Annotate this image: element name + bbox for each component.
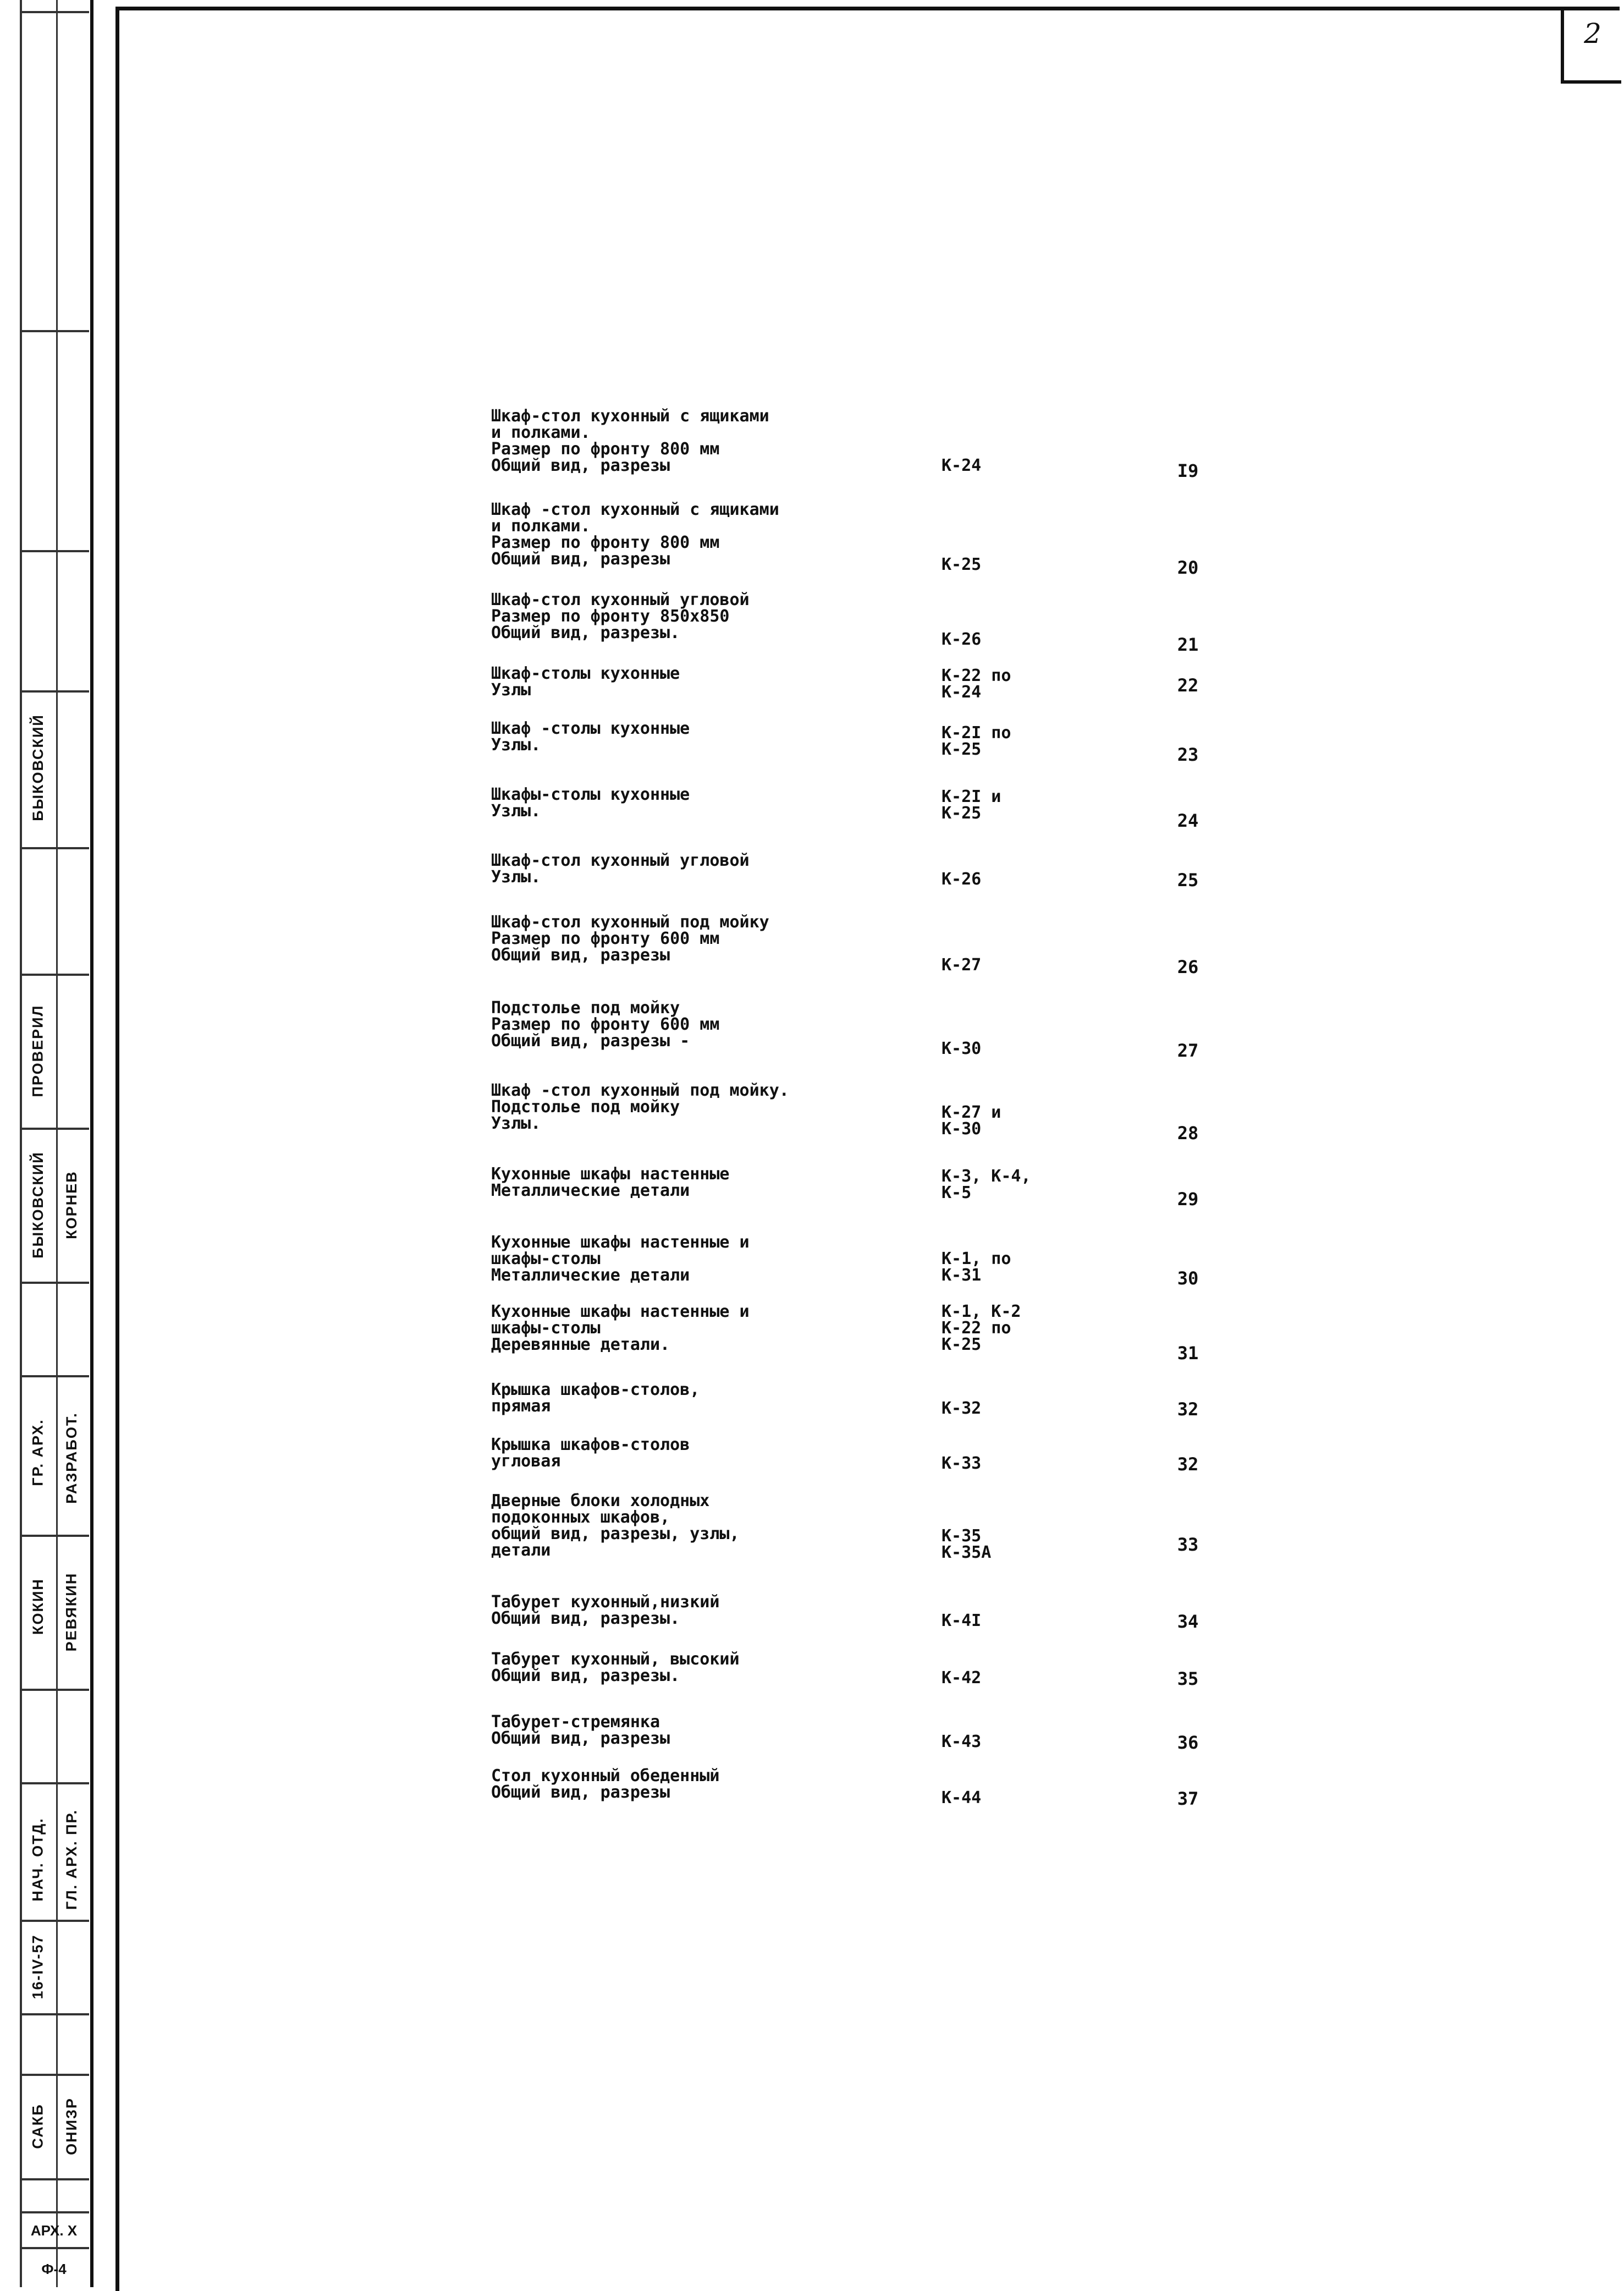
row-drawing-code: К-3, К-4, К-5 (942, 1167, 1031, 1202)
title-block-cell (22, 1925, 54, 2008)
title-block-cell (22, 2079, 54, 2173)
row-sheet-number: 37 (1177, 1788, 1199, 1809)
row-description: Кухонные шкафы настенные и шкафы-столы Деревянные детали. (491, 1302, 750, 1354)
row-sheet-number: 35 (1177, 1668, 1199, 1689)
row-sheet-number: 28 (1177, 1123, 1199, 1144)
row-drawing-code: К-24 (942, 456, 982, 475)
row-description: Дверные блоки холодных подоконных шкафов, общий вид, разрезы, узлы, детали (491, 1491, 740, 1560)
row-sheet-number: 29 (1177, 1189, 1199, 1210)
row-sheet-number: 30 (1177, 1268, 1199, 1289)
row-sheet-number: 22 (1177, 675, 1199, 696)
title-block-rule (21, 2211, 89, 2213)
title-block-rule (21, 550, 89, 552)
title-block-rule (21, 1782, 89, 1784)
title-block-rule (21, 11, 89, 13)
title-block-cell (22, 1133, 54, 1276)
title-block-cell (22, 979, 54, 1122)
title-block-cell-label: САКБ (29, 2103, 46, 2149)
title-block-cell (22, 699, 54, 836)
title-block-cell-label: КОРНЕВ (63, 1170, 80, 1239)
row-drawing-code: К-43 (942, 1732, 982, 1751)
row-sheet-number: 25 (1177, 870, 1199, 891)
row-drawing-code: К-2I и К-25 (942, 787, 1001, 823)
row-description: Кухонные шкафы настенные и шкафы-столы Металлические детали (491, 1233, 750, 1285)
title-block-cell (56, 1133, 87, 1276)
row-sheet-number: 26 (1177, 957, 1199, 977)
row-description: Шкаф -стол кухонный под мойку. Подстолье под мойку Узлы. (491, 1081, 789, 1133)
title-block-cell-label: 16-IV-57 (29, 1933, 46, 1999)
title-block-cell-label: ОНИЗР (63, 2097, 80, 2155)
row-description: Табурет кухонный,низкий Общий вид, разрезы. (491, 1592, 720, 1628)
row-sheet-number: 33 (1177, 1534, 1199, 1555)
title-block-rule (21, 690, 89, 693)
title-block-rule (21, 2013, 89, 2015)
row-sheet-number: 20 (1177, 557, 1199, 578)
row-description: Стол кухонный обеденный Общий вид, разрезы (491, 1766, 720, 1802)
row-drawing-code: К-42 (942, 1668, 982, 1688)
row-description: Шкаф-стол кухонный под мойку Размер по фронту 600 мм Общий вид, разрезы (491, 913, 769, 965)
row-drawing-code: К-27 и К-30 (942, 1103, 1001, 1139)
title-block-cell (22, 1386, 54, 1518)
row-description: Табурет-стремянка Общий вид, разрезы (491, 1712, 670, 1748)
row-description: Крышка шкафов-столов угловая (491, 1435, 690, 1471)
form-label: Ф-4 (41, 2261, 67, 2277)
row-drawing-code: К-4I (942, 1611, 982, 1630)
row-sheet-number: 27 (1177, 1040, 1199, 1061)
title-block-cell-label: РЕВЯКИН (63, 1572, 80, 1651)
title-block-cell (22, 1540, 54, 1672)
row-sheet-number: I9 (1177, 460, 1199, 481)
title-block-rule (21, 1128, 89, 1130)
title-block-cell (56, 1540, 87, 1683)
title-block-cell-label: БЫКОВСКИЙ (29, 713, 46, 821)
row-sheet-number: 21 (1177, 634, 1199, 655)
title-block-rule (21, 2247, 89, 2249)
title-block-cell-label: ПРОВЕРИЛ (29, 1004, 46, 1097)
title-block-cell (56, 2079, 87, 2173)
title-block-cell (56, 1793, 87, 1925)
row-drawing-code: К-33 (942, 1454, 982, 1473)
row-drawing-code: К-32 (942, 1399, 982, 1418)
row-sheet-number: 24 (1177, 810, 1199, 831)
row-drawing-code: К-25 (942, 555, 982, 574)
row-sheet-number: 23 (1177, 744, 1199, 765)
row-sheet-number: 32 (1177, 1454, 1199, 1475)
title-block-cell-label: НАЧ. ОТД. (29, 1817, 46, 1902)
archive-label: АРХ. Х (30, 2222, 78, 2239)
row-drawing-code: К-44 (942, 1788, 982, 1807)
row-drawing-code: К-1, К-2 К-22 по К-25 (942, 1302, 1021, 1354)
title-block-cell-label: РАЗРАБОТ. (63, 1411, 80, 1504)
row-description: Шкаф-стол кухонный угловой Узлы. (491, 851, 750, 887)
row-description: Подстолье под мойку Размер по фронту 600 мм Общий вид, разрезы - (491, 998, 720, 1051)
title-block-cell-label: ГЛ. АРХ. ПР. (63, 1809, 80, 1910)
row-drawing-code: К-27 (942, 955, 982, 975)
page-number: 2 (1561, 7, 1621, 84)
title-block-cell-label: БЫКОВСКИЙ (29, 1151, 46, 1259)
row-sheet-number: 32 (1177, 1399, 1199, 1420)
row-description: Шкафы-столы кухонные Узлы. (491, 785, 690, 821)
title-block-cell (22, 1793, 54, 1925)
row-description: Шкаф-стол кухонный с ящиками и полками. Размер по фронту 800 мм Общий вид, разрезы (491, 406, 769, 475)
title-block-rule (21, 1375, 89, 1377)
title-block-rule (21, 330, 89, 332)
title-block-cell (56, 1386, 87, 1529)
row-description: Шкаф -столы кухонные Узлы. (491, 719, 690, 755)
row-drawing-code: К-1, по К-31 (942, 1249, 1011, 1285)
title-block-cell-label: ГР. АРХ. (29, 1418, 46, 1486)
row-drawing-code: К-30 (942, 1039, 982, 1058)
row-description: Табурет кухонный, высокий Общий вид, разрезы. (491, 1650, 740, 1685)
page-frame (115, 7, 1620, 2291)
row-drawing-code: К-2I по К-25 (942, 723, 1011, 759)
row-drawing-code: К-26 (942, 630, 982, 649)
row-description: Шкаф-стол кухонный угловой Размер по фронту 850х850 Общий вид, разрезы. (491, 590, 750, 642)
row-drawing-code: К-35 К-35А (942, 1526, 992, 1562)
title-block-rule (21, 2178, 89, 2180)
row-sheet-number: 34 (1177, 1611, 1199, 1632)
row-drawing-code: К-26 (942, 870, 982, 889)
title-block-rule (21, 847, 89, 849)
row-drawing-code: К-22 по К-24 (942, 666, 1011, 702)
title-block-cell-label: КОКИН (29, 1578, 46, 1635)
row-description: Кухонные шкафы настенные Металлические детали (491, 1164, 730, 1200)
title-block-rule (21, 974, 89, 976)
row-description: Шкаф -стол кухонный с ящиками и полками. Размер по фронту 800 мм Общий вид, разрезы (491, 500, 779, 569)
title-block-rule (21, 1535, 89, 1537)
row-sheet-number: 31 (1177, 1343, 1199, 1364)
row-description: Крышка шкафов-столов, прямая (491, 1380, 700, 1416)
row-sheet-number: 36 (1177, 1732, 1199, 1753)
title-block-rule (21, 1689, 89, 1691)
row-description: Шкаф-столы кухонные Узлы (491, 664, 680, 700)
title-block-rule (21, 2074, 89, 2076)
title-block-rule (21, 1282, 89, 1284)
